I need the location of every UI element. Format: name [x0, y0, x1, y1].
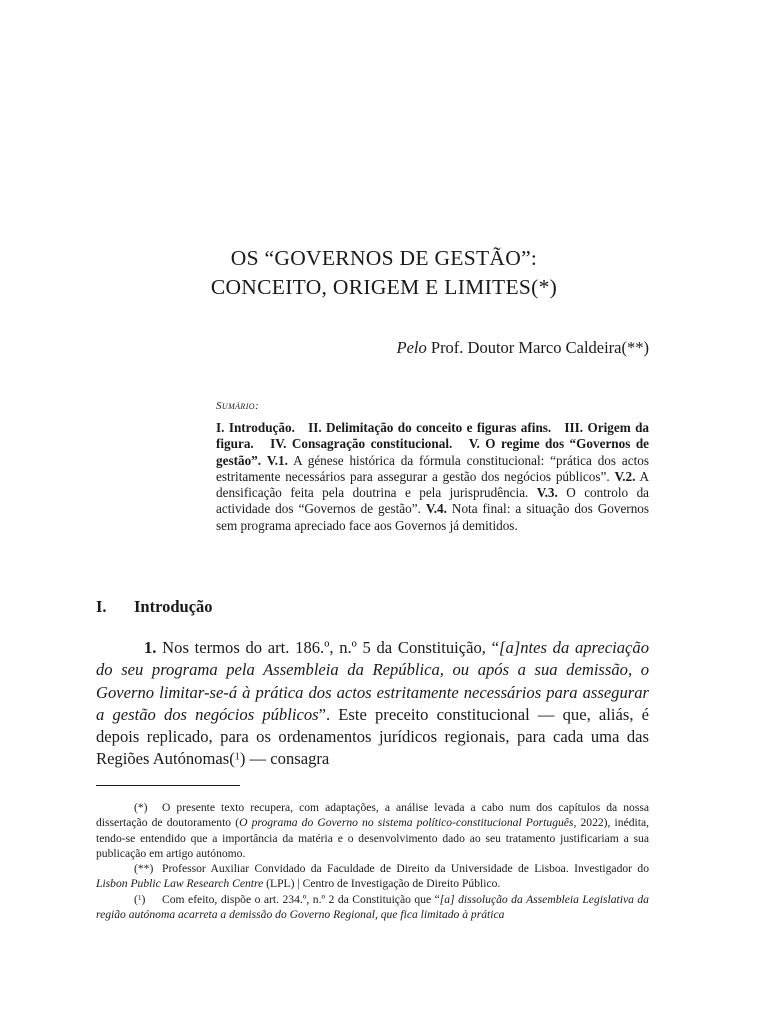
summary-item-3: III. Origem da figura.: [216, 420, 650, 452]
paragraph-text-c: ) — consagra: [239, 749, 330, 769]
summary-item-7-text: A densificação feita pela doutrina e pela jurisprudência.: [216, 468, 650, 501]
summary-item-6-number: V.1.: [266, 452, 288, 468]
author-name: Prof. Doutor Marco Caldeira(**): [426, 338, 649, 357]
summary-block: [216, 420, 649, 534]
footnote-double-star-text-a: Professor Auxiliar Convidado da Faculdade de Direito da Universidade de Lisboa. Investigador do: [162, 862, 649, 876]
summary-item-8-number: V.3.: [536, 485, 558, 501]
title-line-1: OS “GOVERNOS DE GESTÃO”:: [230, 246, 538, 270]
summary-item-9-number: V.4.: [425, 501, 447, 517]
author-line: [397, 338, 649, 358]
paragraph-text-b: ”. Este preceito constitucional — que, aliás, é depois replicado, para os ordenamentos jurídicos regionais, para cada uma das Regiões Autónomas(: [96, 704, 649, 769]
summary-item-7-number: V.2.: [614, 468, 636, 484]
summary-item-6-text: A génese histórica da fórmula constitucional: “prática dos actos estritamente necessários para assegurar a gestão dos negócios públicos”.: [216, 452, 649, 484]
footnote-ref-1[interactable]: 1: [234, 751, 240, 763]
section-number: I.: [96, 597, 107, 616]
page-bottom-margin: [0, 926, 768, 1024]
summary-item-9-text: Nota final: a situação dos Governos sem programa apreciado face aos Governos já demitidos.: [216, 501, 650, 533]
footnote-double-star-italic: Lisbon Public Law Research Centre: [96, 877, 264, 891]
footnote-1-mark: [134, 892, 162, 907]
paragraph-1: [96, 637, 649, 771]
footnote-star-text-a: O presente texto recupera, com adaptações, a análise levada a cabo num dos capítulos da nossa dissertação de doutoramento (: [96, 801, 649, 830]
footnote-star-italic: O programa do Governo no sistema político-constitucional Português: [239, 816, 574, 830]
footnote-1-mark-open: (: [134, 892, 138, 906]
section-title: Introdução: [134, 597, 213, 616]
summary-item-8-text: O controlo da actividade dos “Governos de gestão”.: [216, 485, 650, 517]
summary-item-2: II. Delimitação do conceito e figuras afins.: [308, 420, 552, 435]
paragraph-number: 1.: [144, 638, 157, 657]
footnotes: [96, 800, 649, 922]
article-title: [0, 244, 768, 302]
footnote-1: [96, 892, 649, 923]
summary-item-4: IV. Consagração constitucional.: [270, 436, 453, 452]
constitution-quote: [a]ntes da apreciação do seu programa pela Assembleia da República, ou após a sua demissão, o Governo limitar-se-á à prática dos actos estritamente necessários para assegurar a gestão dos negócios públicos: [96, 638, 649, 724]
footnote-separator: [96, 785, 240, 786]
footnote-star: [96, 800, 649, 861]
summary-item-5: V. O regime dos “Governos de gestão”.: [216, 436, 650, 468]
footnote-1-italic: [a] dissolução da Assembleia Legislativa da região autónoma acarreta a demissão do Governo Regional, que fica limitado à prática: [96, 892, 649, 922]
footnote-1-mark-close: ): [141, 892, 146, 906]
footnote-star-text-b: , 2022), inédita, tendo-se entendido que a importância da matéria e o desenvolvimento dado ao seu tratamento justificariam a sua publicação em artigo autónomo.: [96, 816, 649, 860]
footnote-star-mark: (*): [134, 801, 148, 814]
footnote-1-text-a: Com efeito, dispõe o art. 234.º, n.º 2 da Constituição que “: [162, 892, 440, 906]
summary-item-1: I. Introdução.: [216, 420, 295, 435]
footnote-double-star: [96, 861, 649, 892]
author-prefix: Pelo: [396, 338, 427, 357]
footnote-1-mark-number: 1: [137, 893, 142, 902]
section-heading: [96, 597, 213, 617]
footnote-double-star-mark: (**): [134, 862, 154, 876]
footnote-double-star-text-b: (LPL) | Centro de Investigação de Direito Público.: [263, 877, 501, 891]
summary-heading: Sumário:: [216, 400, 260, 412]
title-line-2: CONCEITO, ORIGEM E LIMITES(*): [210, 275, 558, 299]
paragraph-text-a: Nos termos do art. 186.º, n.º 5 da Constituição, “: [156, 638, 499, 657]
